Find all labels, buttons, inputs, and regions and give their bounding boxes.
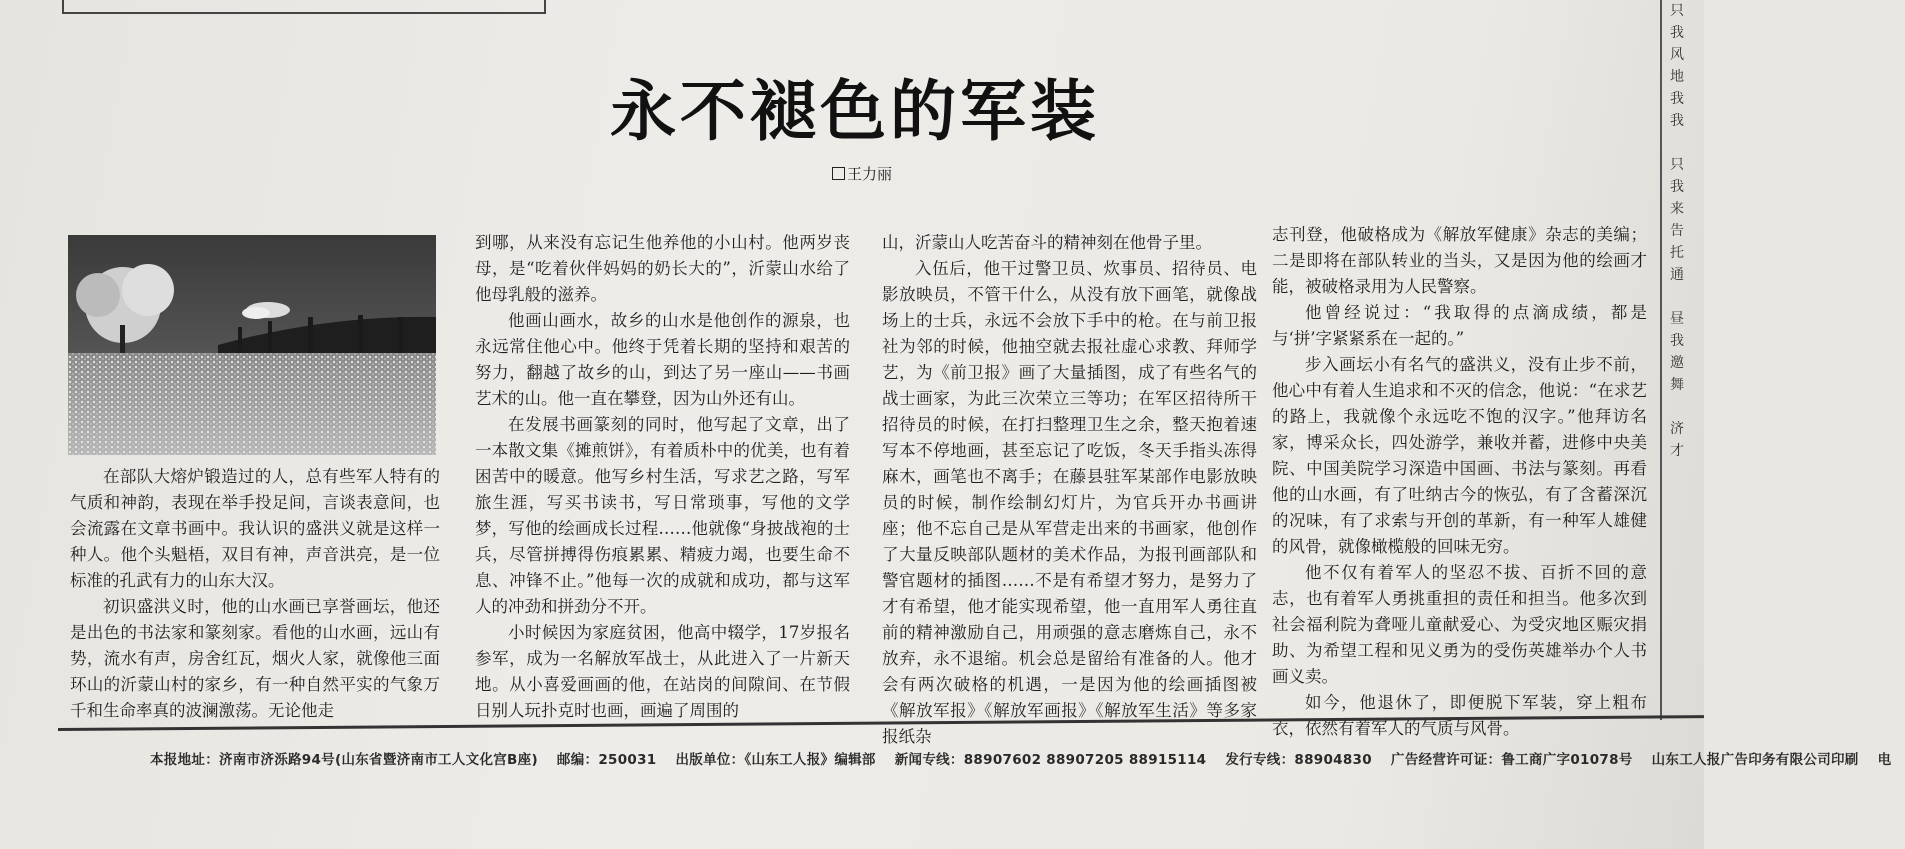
- article-paragraph: 如今，他退休了，即便脱下军装，穿上粗布衣，依然有着军人的气质与风骨。: [1272, 693, 1647, 738]
- side-column-fragment: 地: [1670, 69, 1684, 85]
- side-column-fragment: 我: [1670, 179, 1684, 195]
- top-strip: [0, 0, 1704, 14]
- footer-trailing: 电: [1877, 752, 1892, 768]
- side-column-fragment: 才: [1670, 443, 1684, 459]
- article-paragraph: 在发展书画篆刻的同时，他写起了文章，出了一本散文集《摊煎饼》，有着质朴中的优美，也有着困苦中的暖意。他写乡村生活，写求艺之路，写军旅生涯，写买书读书，写日常琐事，写他的文学梦，写他的绘画成长过程……他就像“身披战袍的士兵，尽管拼搏得伤痕累累、精疲力竭，也要生命不息、冲锋不止。”他每一次的成就和成功，都与这军人的冲劲和拼劲分不开。: [475, 415, 850, 616]
- side-column-fragment: 舞: [1670, 377, 1684, 393]
- side-column-fragment: 我: [1670, 25, 1684, 41]
- side-column-fragment: 邀: [1670, 355, 1684, 371]
- article-paragraph: 入伍后，他干过警卫员、炊事员、招待员、电影放映员，不管干什么，从没有放下画笔，就像战场上的士兵，永远不会放下手中的枪。在与前卫报社为邻的时候，他抽空就去报社虚心求教、拜师学艺，为《前卫报》画了大量插图，成了有些名气的战士画家，为此三次荣立三等功；在军区招待所干招待员的时候，在打扫整理卫生之余，整天抱着速写本不停地画，甚至忘记了吃饭，冬天手指头冻得麻木，画笔也不离手；在藤县驻军某部作电影放映员的时候，制作绘制幻灯片，为官兵开办书画讲座；他不忘自己是从军营走出来的书画家，他创作了大量反映部队题材的美术作品，为报刊画部队和警官题材的插图……不是有希望才努力，是努力了才有希望，他才能实现希望，他一直用军人勇往直前的精神激励自己，用顽强的意志磨炼自己，永不放弃，永不退缩。机会总是留给有准备的人。他才会有两次破格的机遇，一是因为他的绘画插图被《解放军报》《解放军画报》《解放军生活》等多家报纸杂: [882, 259, 1257, 746]
- footer-printer: 山东工人报广告印务有限公司印刷: [1651, 752, 1859, 768]
- side-column-fragment: 只: [1670, 157, 1684, 173]
- side-column-fragment: 通: [1670, 267, 1684, 283]
- side-column-fragment: 我: [1670, 91, 1684, 107]
- byline: [832, 163, 892, 184]
- article-paragraph: 志刊登，他破格成为《解放军健康》杂志的美编；二是即将在部队转业的当头，又是因为他的绘画才能，被破格录用为人民警察。: [1272, 225, 1647, 296]
- article-title: 永不褪色的军装: [610, 72, 1100, 150]
- landscape-photo-image: [68, 235, 436, 455]
- article-column-3: [882, 230, 1257, 750]
- article-column-4: [1272, 222, 1647, 742]
- side-column-fragment: 我: [1670, 333, 1684, 349]
- footer-distribution-line: 发行专线：88904830: [1225, 752, 1372, 768]
- side-column-fragment: 风: [1670, 47, 1684, 63]
- article-paragraph: 山，沂蒙山人吃苦奋斗的精神刻在他骨子里。: [882, 233, 1212, 252]
- side-column-fragment: 告: [1670, 223, 1684, 239]
- landscape-photo: [68, 235, 436, 455]
- footer-ad-license: 广告经营许可证：鲁工商广字01078号: [1390, 752, 1633, 768]
- footer-news-line: 新闻专线：88907602 88907205 88915114: [894, 752, 1207, 768]
- byline-box-icon: [832, 167, 845, 180]
- article-paragraph: 小时候因为家庭贫困，他高中辍学，17岁报名参军，成为一名解放军战士，从此进入了一片新天地。从小喜爱画画的他，在站岗的间隙间、在节假日别人玩扑克时也画，画遍了周围的: [475, 623, 850, 720]
- article-paragraph: 他画山画水，故乡的山水是他创作的源泉，也永远常住他心中。他终于凭着长期的坚持和艰苦的努力，翻越了故乡的山，到达了另一座山——书画艺术的山。他一直在攀登，因为山外还有山。: [475, 311, 850, 408]
- article-paragraph: 初识盛洪义时，他的山水画已享誉画坛，他还是出色的书法家和篆刻家。看他的山水画，远山有势，流水有声，房舍红瓦，烟火人家，就像他三面环山的沂蒙山村的家乡，有一种自然平实的气象万千和生命率真的波澜激荡。无论他走: [70, 597, 440, 720]
- side-column-fragment: 我: [1670, 113, 1684, 129]
- side-column-fragment: 托: [1670, 245, 1684, 261]
- article-paragraph: 到哪，从来没有忘记生他养他的小山村。他两岁丧母，是“吃着伙伴妈妈的奶长大的”，沂蒙山水给了他母乳般的滋养。: [475, 233, 850, 304]
- article-column-1: [70, 464, 440, 724]
- article-paragraph: 步入画坛小有名气的盛洪义，没有止步不前，他心中有着人生追求和不灭的信念，他说：“在求艺的路上，我就像个永远吃不饱的汉字。”他拜访名家，博采众长，四处游学，兼收并蓄，进修中央美院、中国美院学习深造中国画、书法与篆刻。再看他的山水画，有了吐纳古今的恢弘，有了含蓄深沉的况味，有了求索与开创的革新，有一种军人雄健的风骨，就像橄榄般的回味无穷。: [1272, 355, 1647, 556]
- author-name: 王力丽: [847, 165, 893, 183]
- article-paragraph: 在部队大熔炉锻造过的人，总有些军人特有的气质和神韵，表现在举手投足间，言谈表意间，也会流露在文章书画中。我认识的盛洪义就是这样一种人。他个头魁梧，双目有神，声音洪亮，是一位标准的孔武有力的山东大汉。: [70, 467, 440, 590]
- article-column-2: [475, 230, 850, 724]
- masthead-footer: [150, 748, 1905, 768]
- previous-article-box: [62, 0, 546, 14]
- side-column-fragment: 昼: [1670, 311, 1684, 327]
- side-column-fragment: 济: [1670, 421, 1684, 437]
- side-column-fragment: 来: [1670, 201, 1684, 217]
- footer-publisher: 出版单位：《山东工人报》编辑部: [675, 752, 876, 768]
- adjacent-article-column: [1660, 0, 1706, 720]
- article-paragraph: 他曾经说过：“我取得的点滴成绩，都是与‘拼’字紧紧系在一起的。”: [1272, 303, 1647, 348]
- article-paragraph: 他不仅有着军人的坚忍不拔、百折不回的意志，也有着军人勇挑重担的责任和担当。他多次到社会福利院为聋哑儿童献爱心、为受灾地区赈灾捐助、为希望工程和见义勇为的受伤英雄举办个人书画义卖。: [1272, 563, 1647, 686]
- footer-address: 本报地址：济南市济泺路94号(山东省暨济南市工人文化宫B座): [150, 752, 538, 768]
- side-column-fragment: 只: [1670, 3, 1684, 19]
- footer-postcode: 邮编：250031: [556, 752, 657, 768]
